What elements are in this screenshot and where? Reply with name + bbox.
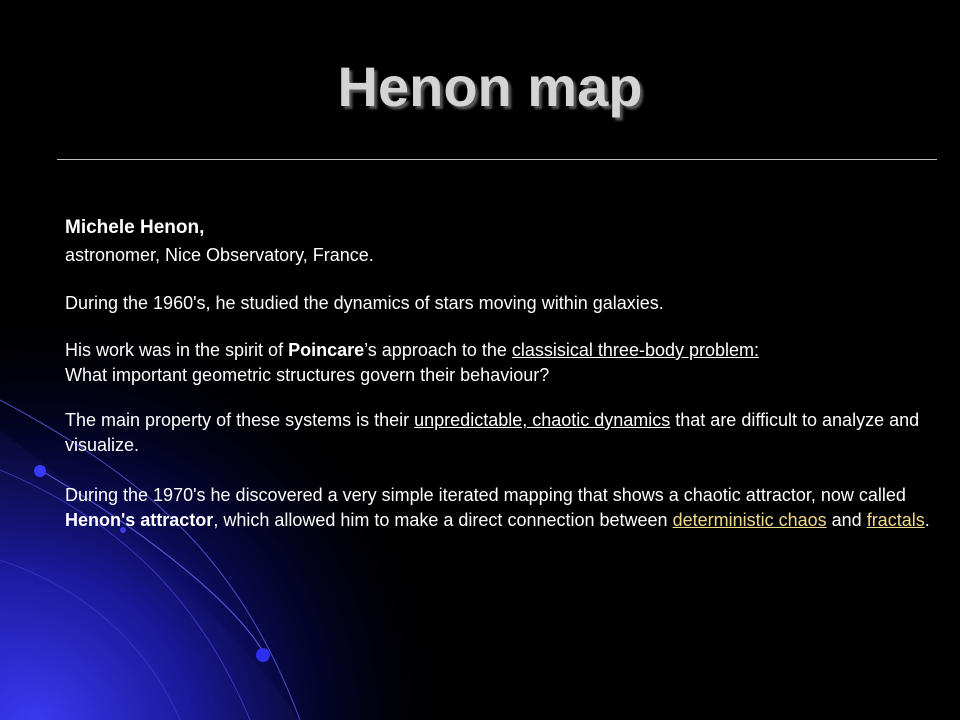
- p4-text-end: .: [924, 510, 930, 530]
- title-divider: [57, 159, 937, 160]
- three-body-problem-link[interactable]: classisical three-body problem:: [511, 340, 760, 360]
- p2-text-before: His work was in the spirit of: [65, 340, 289, 360]
- p4-text-before: During the 1970's he discovered a very simple iterated mapping that shows a chaotic attractor, now called: [65, 485, 906, 505]
- slide-title: Henon map: [337, 55, 643, 118]
- deterministic-chaos-link[interactable]: deterministic chaos: [672, 510, 827, 530]
- paragraph-poincare: [65, 338, 935, 388]
- p4-text-and: and: [826, 510, 867, 530]
- paragraph-main-property: [65, 408, 935, 458]
- orb-dot-2: [256, 648, 270, 662]
- orb-dot-1: [34, 465, 46, 477]
- p2-text-middle: ’s approach to the: [364, 340, 512, 360]
- paragraph-1960s: During the 1960's, he studied the dynamics of stars moving within galaxies.: [65, 293, 664, 313]
- fractals-link[interactable]: fractals: [866, 510, 925, 530]
- paragraph-1970s: [65, 483, 935, 533]
- p3-text-before: The main property of these systems is their: [65, 410, 415, 430]
- slide-body: [65, 213, 935, 533]
- p2-line2: What important geometric structures govern their behaviour?: [65, 365, 550, 385]
- p3-text-after: that are difficult to analyze and visualize.: [65, 410, 920, 455]
- person-name: Michele Henon,: [65, 217, 205, 238]
- affiliation-line: astronomer, Nice Observatory, France.: [65, 245, 374, 265]
- henon-attractor-bold: Henon's attractor: [65, 510, 214, 530]
- p4-text-middle: , which allowed him to make a direct connection between: [213, 510, 673, 530]
- poincare-bold: Poincare: [288, 340, 365, 360]
- chaotic-dynamics-link[interactable]: unpredictable, chaotic dynamics: [414, 410, 671, 430]
